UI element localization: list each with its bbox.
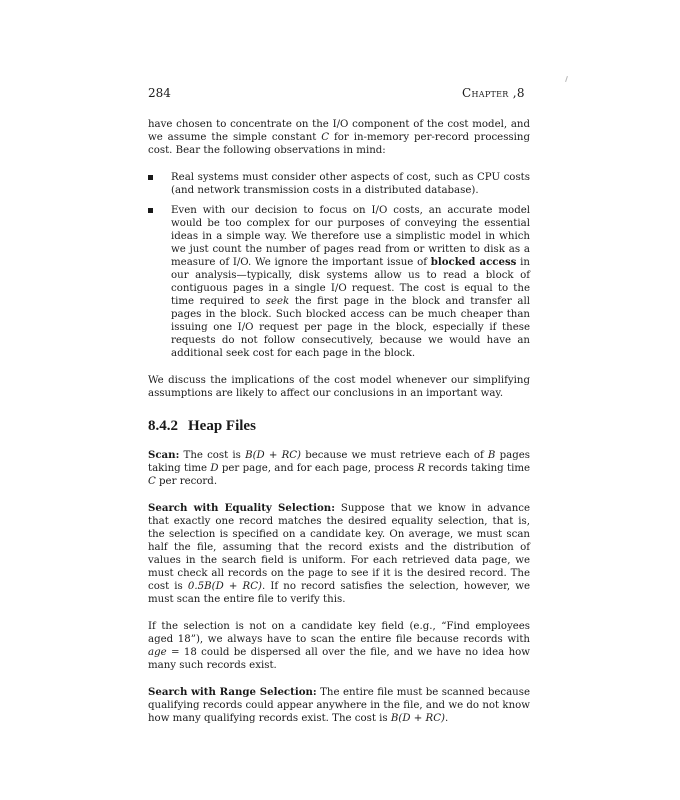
run-in-heading: Search with Range Selection: bbox=[148, 686, 317, 698]
section-heading bbox=[148, 420, 530, 433]
observation-list bbox=[148, 171, 530, 360]
scan-paragraph: Scan: The cost is B(D + RC) because we must retrieve each of B pages taking time D per page, and for each page, process R records taking time C per record. bbox=[148, 449, 531, 487]
emphasis: seek bbox=[265, 296, 290, 307]
page-body bbox=[148, 118, 530, 739]
intro-paragraph: have chosen to concentrate on the I/O component of the cost model, and we assume the simple constant C for in-memory per-record processing cost. Bear the following observations in mind: bbox=[148, 119, 530, 156]
list-item: Even with our decision to focus on I/O costs, an accurate model would be too complex for our purposes of conveying the essential ideas in a simple way. We therefore use a simplistic model in which we just count the number of pages read from or written to disk as a measure of I/O. We ignore the important issue of blocked access in our analysis—typically, disk systems allow us to read a block of contiguous pages in a single I/O request. The cost is equal to the time required to seek the first page in the block and transfer all pages in the block. Such blocked access can be much cheaper than issuing one I/O request per page in the block, especially if these requests do not follow consecutively, because we would have an additional seek cost for each page in the block. bbox=[148, 204, 530, 360]
run-in-heading: Scan: bbox=[148, 449, 180, 461]
range-paragraph: Search with Range Selection: The entire file must be scanned because qualifying records could appear anywhere in the file, and we do not know how many qualifying records exist. The cost is B(D + RC). bbox=[148, 686, 530, 724]
candidate-key-paragraph: If the selection is not on a candidate key field (e.g., “Find employees aged 18”), we always have to scan the entire file because records with age = 18 could be dispersed all over the file, and we have no idea how many such records exist. bbox=[148, 621, 530, 671]
section-title: Heap Files bbox=[188, 418, 256, 434]
stray-mark bbox=[565, 76, 568, 82]
section-number: 8.4.2 bbox=[148, 418, 178, 434]
bullet-icon bbox=[148, 208, 153, 213]
list-item: Real systems must consider other aspects of cost, such as CPU costs (and network transmission costs in a distributed database). bbox=[148, 171, 530, 197]
equality-paragraph: Search with Equality Selection: Suppose that we know in advance that exactly one record matches the desired equality selection, that is, the selection is specified on a candidate key. On average, we must scan half the file, assuming that the record exists and the distribution of values in the search field is uniform. For each retrieved data page, we must check all records on the page to see if it is the desired record. The cost is 0.5B(D + RC). If no record satisfies the selection, however, we must scan the entire file to verify this. bbox=[148, 502, 530, 605]
run-in-heading: Search with Equality Selection: bbox=[148, 502, 335, 514]
bullet-icon bbox=[148, 175, 153, 180]
page-number: 284 bbox=[148, 86, 171, 100]
chapter-label: Chapter ,8 bbox=[462, 86, 525, 100]
key-term: blocked access bbox=[430, 256, 517, 268]
closing-paragraph: We discuss the implications of the cost model whenever our simplifying assumptions are likely to affect our conclusions in an important way. bbox=[148, 375, 530, 399]
